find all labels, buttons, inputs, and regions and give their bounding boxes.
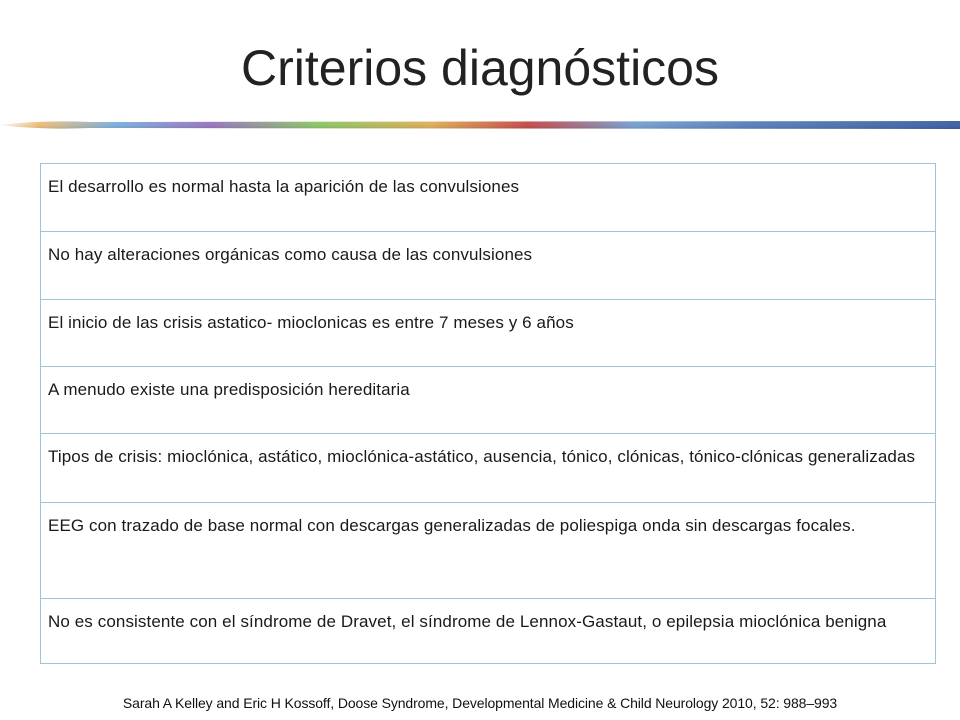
criteria-row [41, 433, 935, 502]
criteria-text: No hay alteraciones orgánicas como causa de las convulsiones [48, 245, 533, 264]
criteria-row [41, 231, 935, 299]
decorative-gradient-rule [0, 118, 960, 132]
criteria-row [41, 164, 935, 231]
criteria-text: A menudo existe una predisposición hereditaria [48, 380, 410, 399]
slide-title: Criterios diagnósticos [241, 40, 719, 96]
criteria-row [41, 299, 935, 366]
criteria-table [40, 163, 936, 664]
criteria-text: No es consistente con el síndrome de Dravet, el síndrome de Lennox-Gastaut, o epilepsia mioclónica benigna [48, 612, 887, 631]
criteria-text: EEG con trazado de base normal con descargas generalizadas de poliespiga onda sin descargas focales. [48, 516, 856, 535]
criteria-text: El desarrollo es normal hasta la aparición de las convulsiones [48, 177, 520, 196]
criteria-row [41, 598, 935, 663]
criteria-text: El inicio de las crisis astatico- mioclonicas es entre 7 meses y 6 años [48, 313, 574, 332]
criteria-row [41, 502, 935, 598]
citation: Sarah A Kelley and Eric H Kossoff, Doose Syndrome, Developmental Medicine & Child Neurology 2010, 52: 988–993 [122, 695, 838, 711]
criteria-row [41, 366, 935, 433]
criteria-text: Tipos de crisis: mioclónica, astático, mioclónica-astático, ausencia, tónico, clónicas, tónico-clónicas generalizadas [48, 447, 916, 466]
